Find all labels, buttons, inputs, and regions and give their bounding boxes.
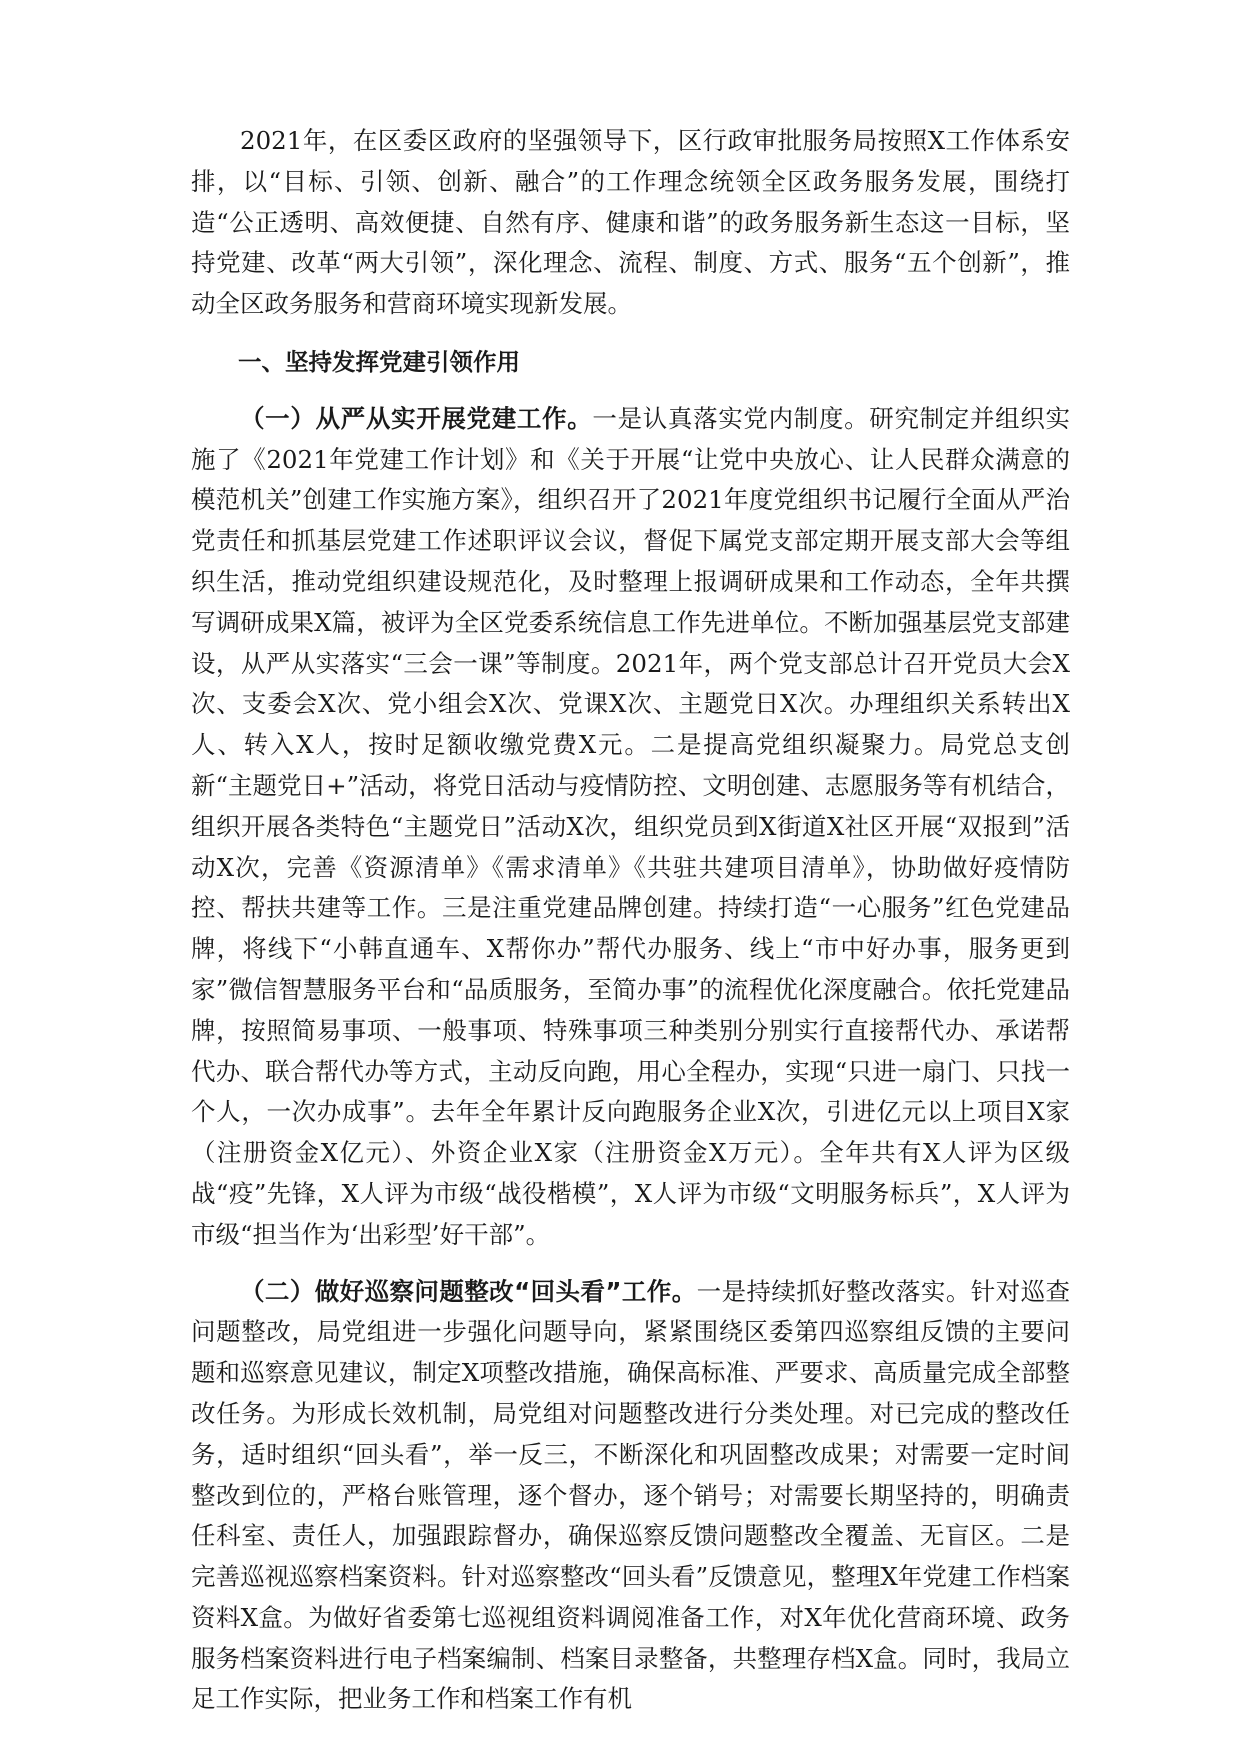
item1-paragraph xyxy=(191,399,1070,1256)
intro-paragraph: 2021年，在区委区政府的坚强领导下，区行政审批服务局按照X工作体系安排，以“目标、引领、创新、融合”的工作理念统领全区政务服务发展，围绕打造“公正透明、高效便捷、自然有序、健康和谐”的政务服务新生态这一目标，坚持党建、改革“两大引领”，深化理念、流程、制度、方式、服务“五个创新”，推动全区政务服务和营商环境实现新发展。 xyxy=(191,126,1070,319)
item2-lead: （二）做好巡察问题整改“回头看”工作。 xyxy=(240,1276,697,1306)
item2-body: 一是持续抓好整改落实。针对巡查问题整改，局党组进一步强化问题导向，紧紧围绕区委第四巡察组反馈的主要问题和巡察意见建议，制定X项整改措施，确保高标准、严要求、高质量完成全部整改任务。为形成长效机制，局党组对问题整改进行分类处理。对已完成的整改任务，适时组织“回头看”，举一反三，不断深化和巩固整改成果；对需要一定时间整改到位的，严格台账管理，逐个督办，逐个销号；对需要长期坚持的，明确责任科室、责任人，加强跟踪督办，确保巡察反馈问题整改全覆盖、无盲区。二是完善巡视巡察档案资料。针对巡察整改“回头看”反馈意见，整理X年党建工作档案资料X盒。为做好省委第七巡视组资料调阅准备工作，对X年优化营商环境、政务服务档案资料进行电子档案编制、档案目录整备，共整理存档X盒。同时，我局立足工作实际，把业务工作和档案工作有机 xyxy=(191,1276,1071,1714)
document-body xyxy=(191,121,1070,1720)
item1-body: 一是认真落实党内制度。研究制定并组织实施了《2021年党建工作计划》和《关于开展“让党中央放心、让人民群众满意的模范机关”创建工作实施方案》，组织召开了2021年度党组织书记履行全面从严治党责任和抓基层党建工作述职评议会议，督促下属党支部定期开展支部大会等组织生活，推动党组织建设规范化，及时整理上报调研成果和工作动态，全年共撰写调研成果X篇，被评为全区党委系统信息工作先进单位。不断加强基层党支部建设，从严从实落实“三会一课”等制度。2021年，两个党支部总计召开党员大会X次、支委会X次、党小组会X次、党课X次、主题党日X次。办理组织关系转出X人、转入X人，按时足额收缴党费X元。二是提高党组织凝聚力。局党总支创新“主题党日+”活动，将党日活动与疫情防控、文明创建、志愿服务等有机结合，组织开展各类特色“主题党日”活动X次，组织党员到X街道X社区开展“双报到”活动X次，完善《资源清单》《需求清单》《共驻共建项目清单》，协助做好疫情防控、帮扶共建等工作。三是注重党建品牌创建。持续打造“一心服务”红色党建品牌，将线下“小韩直通车、X帮你办”帮代办服务、线上“市中好办事，服务更到家”微信智慧服务平台和“品质服务，至简办事”的流程优化深度融合。依托党建品牌，按照简易事项、一般事项、特殊事项三种类别分别实行直接帮代办、承诺帮代办、联合帮代办等方式，主动反向跑，用心全程办，实现“只进一扇门、只找一个人，一次办成事”。去年全年累计反向跑服务企业X次，引进亿元以上项目X家（注册资金X亿元）、外资企业X家（注册资金X万元）。全年共有X人评为区级战“疫”先锋，X人评为市级“战役楷模”，X人评为市级“文明服务标兵”，X人评为市级“担当作为‘出彩型’好干部”。 xyxy=(191,403,1070,1249)
item1-lead: （一）从严从实开展党建工作。 xyxy=(240,403,593,433)
section-heading: 一、坚持发挥党建引领作用 xyxy=(238,347,520,376)
item2-paragraph xyxy=(191,1272,1070,1721)
